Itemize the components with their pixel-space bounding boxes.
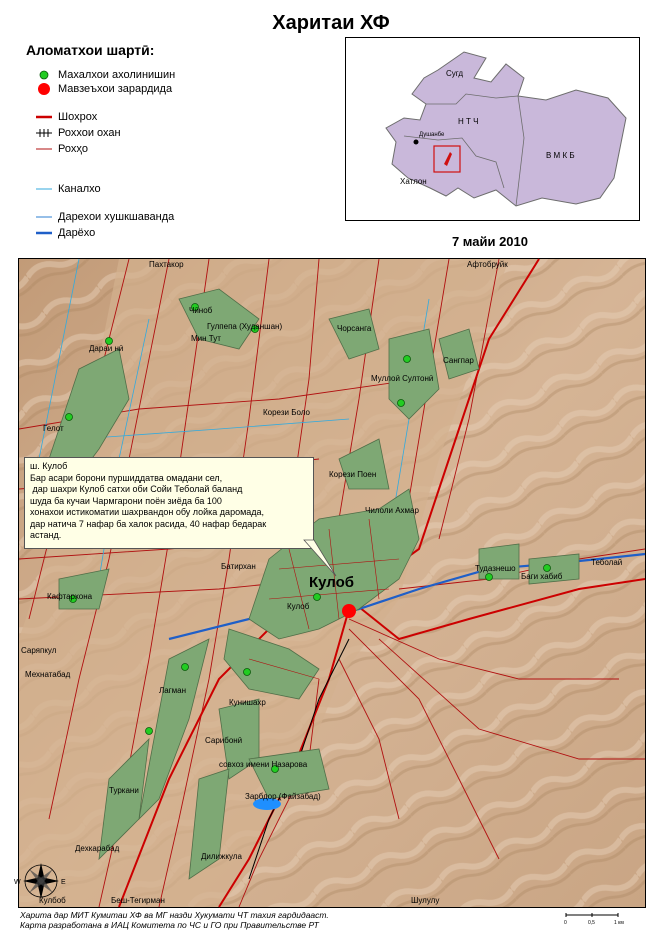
railway-icon xyxy=(36,126,52,140)
place-label: Гелот xyxy=(43,424,64,433)
capital-dot xyxy=(414,140,419,145)
red-dot-icon xyxy=(36,82,52,96)
place-label: Афтобруйк xyxy=(467,260,508,269)
place-label: Мин Тут xyxy=(191,334,221,343)
inset-label: Н Т Ч xyxy=(458,117,479,126)
scale-bar xyxy=(560,912,630,930)
map-title: Харитаи ХФ xyxy=(272,12,390,34)
compass-label: W xyxy=(14,879,21,886)
damage-marker xyxy=(342,604,356,618)
place-label: Дехкарабад xyxy=(75,844,120,853)
legend-label: Рохҳо xyxy=(58,143,88,155)
footer-line: Харита дар МИТ Кумитаи ХФ ва МГ назди Хукумати ЧТ тахия гардидааст. xyxy=(20,910,329,920)
place-label: Гулпепа (Худаншан) xyxy=(207,322,283,331)
callout-pointer xyxy=(300,540,340,580)
inset-label: В М К Б xyxy=(546,151,575,160)
city-label: Кулоб xyxy=(309,574,355,591)
legend-label: Роххои охан xyxy=(58,127,121,139)
scale-bar-graphic xyxy=(560,912,630,928)
legend-heading: Аломатхои шартӣ: xyxy=(26,42,155,58)
place-label: Батирхан xyxy=(221,562,256,571)
seasonal-river-icon xyxy=(36,210,52,224)
place-label: Беш-Тегирман xyxy=(111,896,165,905)
footer-line: Карта разработана в ИАЦ Комитета по ЧС и ГО при Правительстве РТ xyxy=(20,920,319,930)
place-label: Зарбдор (Файзабад) xyxy=(245,792,321,801)
place-label: Туркани xyxy=(109,786,139,795)
place-label: Чорсанга xyxy=(337,324,372,333)
callout-line: хонахои истикоматии шахрвандон обу лойка даромада, xyxy=(30,507,265,517)
place-label: Сарибонӣ xyxy=(205,736,243,745)
legend-label: Махалхои ахолинишин xyxy=(58,69,176,81)
place-label: Чилоли Ахмар xyxy=(365,506,419,515)
legend-label: Мавзеъхои зарардида xyxy=(58,83,173,95)
place-label: Кафтархона xyxy=(47,592,93,601)
place-label: Пахтакор xyxy=(149,260,184,269)
road-icon xyxy=(36,142,52,156)
green-dot-icon xyxy=(36,68,52,82)
main-road-icon xyxy=(36,110,52,124)
place-label: совхоз имени Назарова xyxy=(219,760,308,769)
map-date: 7 майи 2010 xyxy=(451,234,529,249)
place-label: Шулулу xyxy=(411,896,440,905)
place-label: Сангпар xyxy=(443,356,474,365)
callout-line: дар шахри Кулоб сатхи оби Сойи Теболай баланд xyxy=(30,484,243,494)
scale-label: 1 км xyxy=(614,920,624,926)
map-canvas xyxy=(14,259,645,907)
legend-label: Дарёхо xyxy=(58,227,96,239)
place-label: Мехнатабад xyxy=(25,670,71,679)
callout-line: ш. Кулоб xyxy=(30,461,68,471)
callout-box xyxy=(24,457,314,549)
legend xyxy=(18,42,338,239)
compass-label: E xyxy=(61,879,66,886)
place-label: Кулоб xyxy=(287,602,310,611)
legend-label: Шохрох xyxy=(58,111,98,123)
inset-label: Сугд xyxy=(446,69,464,78)
callout-line: Бар асари борони пуршиддатва омадани сел, xyxy=(30,472,223,483)
place-label: Муллоӣ Султонӣ xyxy=(371,374,434,383)
place-label: Кулбоб xyxy=(39,896,66,905)
legend-label: Дарехои хушкшаванда xyxy=(58,211,175,223)
place-label: Саряпкул xyxy=(21,646,57,655)
scale-label: 0 xyxy=(564,920,567,926)
inset-map xyxy=(345,37,640,221)
place-label: Чӣноб xyxy=(189,306,213,315)
canal-icon xyxy=(36,182,52,196)
place-label: Дилижкула xyxy=(201,852,242,861)
place-label: Теболай xyxy=(591,558,623,567)
callout-line: астанд. xyxy=(30,530,62,540)
callout-line: дар натича 7 нафар ба халок расида, 40 нафар бедарак xyxy=(30,518,267,529)
place-label: Кунишахр xyxy=(229,698,266,707)
place-label: Корези Боло xyxy=(263,408,310,417)
inset-label: Душанбе xyxy=(419,132,445,138)
place-label: Тудазнешо xyxy=(475,564,516,573)
callout-line: шуда ба кучаи Чармгарони поён зиёда ба 100 xyxy=(30,495,222,506)
tajikistan-outline xyxy=(346,38,639,220)
place-label: Корези Поен xyxy=(329,470,377,479)
river-icon xyxy=(36,226,52,240)
legend-label: Каналхо xyxy=(58,183,101,195)
inset-label: Хатлон xyxy=(400,177,427,186)
place-label: Дараи нӣ xyxy=(89,344,124,353)
place-label: Баги хабиб xyxy=(521,572,563,581)
place-label: Лагман xyxy=(159,686,186,695)
main-map xyxy=(14,258,646,908)
footer xyxy=(20,910,329,930)
scale-label: 0,5 xyxy=(588,920,595,926)
